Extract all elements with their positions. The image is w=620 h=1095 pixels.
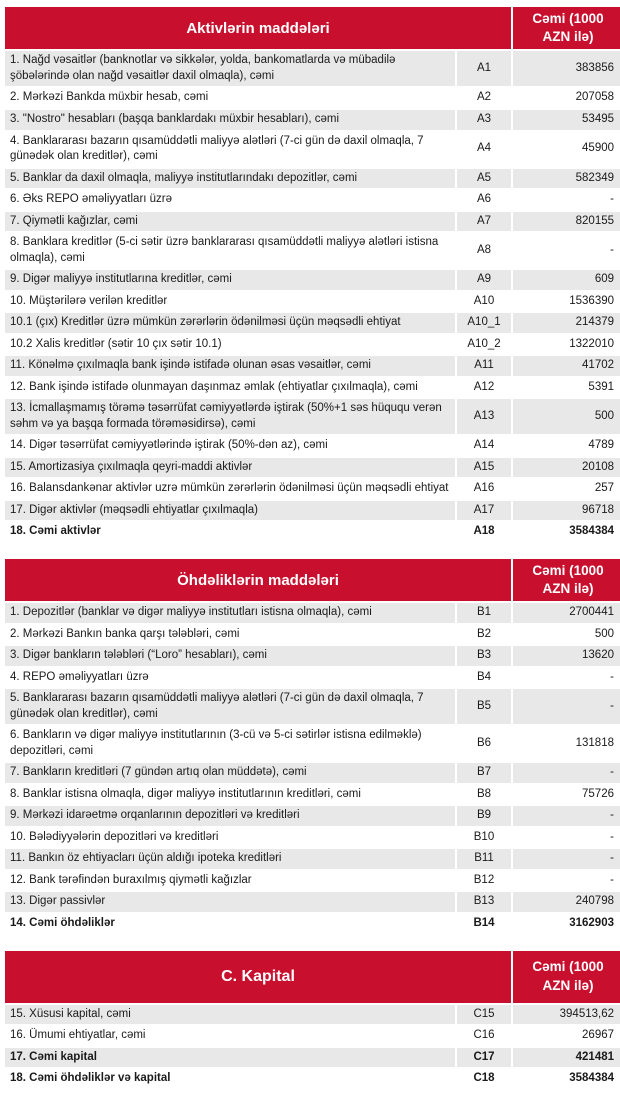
row-code: A8	[456, 232, 512, 269]
table-row	[4, 848, 620, 870]
row-code: B9	[456, 805, 512, 827]
table-row	[4, 478, 620, 500]
row-label: 12. Bank işində istifadə olunmayan daşınmaz əmlak (ehtiyatlar çıxılmaqla), cəmi	[4, 377, 456, 399]
row-code: B13	[456, 891, 512, 913]
row-code: B11	[456, 848, 512, 870]
row-code: A10_1	[456, 312, 512, 334]
row-label: 18. Cəmi aktivlər	[4, 521, 456, 543]
row-code: A2	[456, 87, 512, 109]
row-value: -	[512, 848, 620, 870]
row-code: A16	[456, 478, 512, 500]
table-row	[4, 334, 620, 356]
row-value: 53495	[512, 109, 620, 131]
section-title: C. Kapital	[4, 950, 512, 1004]
row-label: 10.2 Xalis kreditlər (sətir 10 çıx sətir 10.1)	[4, 334, 456, 356]
row-value: 500	[512, 398, 620, 435]
row-label: 10. Müştərilərə verilən kreditlər	[4, 291, 456, 313]
table-row	[4, 725, 620, 762]
section-header-row	[4, 950, 620, 1004]
row-code: B6	[456, 725, 512, 762]
row-value: 207058	[512, 87, 620, 109]
row-value: 3584384	[512, 1068, 620, 1090]
value-column-header: Cəmi (1000 AZN ilə)	[512, 950, 620, 1004]
row-code: A1	[456, 50, 512, 87]
row-value: 96718	[512, 500, 620, 522]
row-value: 75726	[512, 784, 620, 806]
row-code: A3	[456, 109, 512, 131]
row-value: 257	[512, 478, 620, 500]
row-code: A9	[456, 269, 512, 291]
section-table-2	[3, 557, 620, 936]
section-title: Öhdəliklərin maddələri	[4, 558, 512, 602]
row-label: 17. Cəmi kapital	[4, 1047, 456, 1069]
row-label: 10. Bələdiyyələrin depozitləri və kreditləri	[4, 827, 456, 849]
row-label: 5. Banklar da daxil olmaqla, maliyyə institutlarındakı depozitlər, cəmi	[4, 168, 456, 190]
row-label: 15. Amortizasiya çıxılmaqla qeyri-maddi aktivlər	[4, 457, 456, 479]
row-code: A7	[456, 211, 512, 233]
table-row	[4, 131, 620, 168]
row-label: 11. Bankın öz ehtiyacları üçün aldığı ipoteka kreditləri	[4, 848, 456, 870]
table-row	[4, 377, 620, 399]
table-row	[4, 870, 620, 892]
row-value: 421481	[512, 1047, 620, 1069]
row-code: A15	[456, 457, 512, 479]
row-code: A11	[456, 355, 512, 377]
table-row	[4, 624, 620, 646]
row-value: 820155	[512, 211, 620, 233]
table-row	[4, 435, 620, 457]
table-row	[4, 688, 620, 725]
table-row	[4, 784, 620, 806]
row-code: C17	[456, 1047, 512, 1069]
row-code: B2	[456, 624, 512, 646]
row-code: C15	[456, 1004, 512, 1026]
row-code: B4	[456, 667, 512, 689]
row-value: 41702	[512, 355, 620, 377]
row-code: B12	[456, 870, 512, 892]
value-column-header: Cəmi (1000 AZN ilə)	[512, 558, 620, 602]
row-value: 4789	[512, 435, 620, 457]
row-label: 16. Balansdankənar aktivlər uzrə mümkün zərərlərin ödənilməsi üçün məqsədli ehtiyat	[4, 478, 456, 500]
row-value: -	[512, 667, 620, 689]
table-row	[4, 189, 620, 211]
row-value: 383856	[512, 50, 620, 87]
row-value: -	[512, 232, 620, 269]
table-row	[4, 827, 620, 849]
section-title: Aktivlərin maddələri	[4, 6, 512, 50]
row-code: B5	[456, 688, 512, 725]
row-code: A4	[456, 131, 512, 168]
row-label: 16. Ümumi ehtiyatlar, cəmi	[4, 1025, 456, 1047]
row-value: 45900	[512, 131, 620, 168]
table-row	[4, 355, 620, 377]
table-row	[4, 291, 620, 313]
row-value: 2700441	[512, 602, 620, 624]
table-row	[4, 87, 620, 109]
value-column-header: Cəmi (1000 AZN ilə)	[512, 6, 620, 50]
row-value: 3162903	[512, 913, 620, 935]
row-value: 131818	[512, 725, 620, 762]
table-row	[4, 232, 620, 269]
row-value: -	[512, 688, 620, 725]
table-row	[4, 602, 620, 624]
row-label: 3. "Nostro" hesabları (başqa banklardakı müxbir hesabları), cəmi	[4, 109, 456, 131]
row-label: 8. Banklar istisna olmaqla, digər maliyyə institutlarının kreditləri, cəmi	[4, 784, 456, 806]
row-label: 12. Bank tərəfindən buraxılmış qiymətli kağızlar	[4, 870, 456, 892]
row-label: 14. Cəmi öhdəliklər	[4, 913, 456, 935]
row-value: 26967	[512, 1025, 620, 1047]
row-code: A10_2	[456, 334, 512, 356]
row-code: B8	[456, 784, 512, 806]
row-label: 1. Nağd vəsaitlər (banknotlar və sikkələr, yolda, bankomatlarda və mübadilə şöbələrində olan nağd vəsaitlər daxil olmaqla), cəmi	[4, 50, 456, 87]
row-code: A5	[456, 168, 512, 190]
row-code: A17	[456, 500, 512, 522]
row-value: 240798	[512, 891, 620, 913]
table-row	[4, 168, 620, 190]
row-label: 4. REPO əməliyyatları üzrə	[4, 667, 456, 689]
row-code: A18	[456, 521, 512, 543]
row-value: -	[512, 870, 620, 892]
row-label: 2. Mərkəzi Bankda müxbir hesab, cəmi	[4, 87, 456, 109]
table-row	[4, 269, 620, 291]
row-code: C16	[456, 1025, 512, 1047]
row-value: 5391	[512, 377, 620, 399]
row-value: -	[512, 827, 620, 849]
row-code: A14	[456, 435, 512, 457]
row-label: 18. Cəmi öhdəliklər və kapital	[4, 1068, 456, 1090]
row-label: 2. Mərkəzi Bankın banka qarşı tələbləri, cəmi	[4, 624, 456, 646]
row-value: -	[512, 805, 620, 827]
row-label: 7. Bankların kreditləri (7 gündən artıq olan müddətə), cəmi	[4, 762, 456, 784]
row-value: 500	[512, 624, 620, 646]
row-label: 3. Digər bankların tələbləri (“Loro” hesabları), cəmi	[4, 645, 456, 667]
row-label: 10.1 (çıx) Kreditlər üzrə mümkün zərərlərin ödənilməsi üçün məqsədli ehtiyat	[4, 312, 456, 334]
table-row	[4, 645, 620, 667]
table-row	[4, 667, 620, 689]
table-row	[4, 1004, 620, 1026]
row-value: 394513,62	[512, 1004, 620, 1026]
section-header-row	[4, 558, 620, 602]
row-code: B3	[456, 645, 512, 667]
table-row	[4, 521, 620, 543]
row-label: 13. İcmallaşmamış törəmə təsərrüfat cəmiyyətlərdə iştirak (50%+1 səs hüququ verən səhm və ya başqa formada törəməsidirsə), cəmi	[4, 398, 456, 435]
section-table-1	[3, 5, 620, 544]
table-row	[4, 312, 620, 334]
row-value: -	[512, 762, 620, 784]
row-label: 4. Banklararası bazarın qısamüddətli maliyyə alətləri (7-ci gün də daxil olmaqla, 7 günədək olan kreditlər), cəmi	[4, 131, 456, 168]
row-value: 3584384	[512, 521, 620, 543]
row-value: 214379	[512, 312, 620, 334]
row-value: 582349	[512, 168, 620, 190]
row-label: 8. Banklara kreditlər (5-ci sətir üzrə banklararası qısamüddətli maliyyə alətləri istisna olmaqla), cəmi	[4, 232, 456, 269]
table-row	[4, 805, 620, 827]
table-row	[4, 1025, 620, 1047]
table-row	[4, 913, 620, 935]
row-label: 5. Banklararası bazarın qısamüddətli maliyyə alətləri (7-ci gün də daxil olmaqla, 7 günədək olan kreditlər), cəmi	[4, 688, 456, 725]
row-label: 9. Mərkəzi idarəetmə orqanlarının depozitləri və kreditləri	[4, 805, 456, 827]
table-row	[4, 891, 620, 913]
row-label: 17. Digər aktivlər (məqsədli ehtiyatlar çıxılmaqla)	[4, 500, 456, 522]
table-row	[4, 762, 620, 784]
row-value: 13620	[512, 645, 620, 667]
row-value: 609	[512, 269, 620, 291]
table-row	[4, 50, 620, 87]
table-row	[4, 211, 620, 233]
row-code: A13	[456, 398, 512, 435]
row-value: 1322010	[512, 334, 620, 356]
row-label: 11. Könəlmə çıxılmaqla bank işində istifadə olunan əsas vəsaitlər, cəmi	[4, 355, 456, 377]
row-label: 7. Qiymətli kağızlar, cəmi	[4, 211, 456, 233]
row-value: 1536390	[512, 291, 620, 313]
row-code: C18	[456, 1068, 512, 1090]
row-code: B14	[456, 913, 512, 935]
section-header-row	[4, 6, 620, 50]
table-row	[4, 457, 620, 479]
row-code: B7	[456, 762, 512, 784]
row-label: 6. Əks REPO əməliyyatları üzrə	[4, 189, 456, 211]
row-label: 13. Digər passivlər	[4, 891, 456, 913]
row-label: 14. Digər təsərrüfat cəmiyyətlərində iştirak (50%-dən az), cəmi	[4, 435, 456, 457]
row-label: 1. Depozitlər (banklar və digər maliyyə institutları istisna olmaqla), cəmi	[4, 602, 456, 624]
row-label: 9. Digər maliyyə institutlarına kreditlər, cəmi	[4, 269, 456, 291]
table-row	[4, 500, 620, 522]
table-row	[4, 109, 620, 131]
row-value: -	[512, 189, 620, 211]
row-label: 15. Xüsusi kapital, cəmi	[4, 1004, 456, 1026]
table-row	[4, 1047, 620, 1069]
table-row	[4, 1068, 620, 1090]
row-value: 20108	[512, 457, 620, 479]
row-code: A12	[456, 377, 512, 399]
section-table-3	[3, 949, 620, 1091]
table-row	[4, 398, 620, 435]
row-label: 6. Bankların və digər maliyyə institutlarının (3-cü və 5-ci sətirlər istisna edilməklə) depozitləri, cəmi	[4, 725, 456, 762]
row-code: B10	[456, 827, 512, 849]
row-code: A6	[456, 189, 512, 211]
row-code: B1	[456, 602, 512, 624]
row-code: A10	[456, 291, 512, 313]
